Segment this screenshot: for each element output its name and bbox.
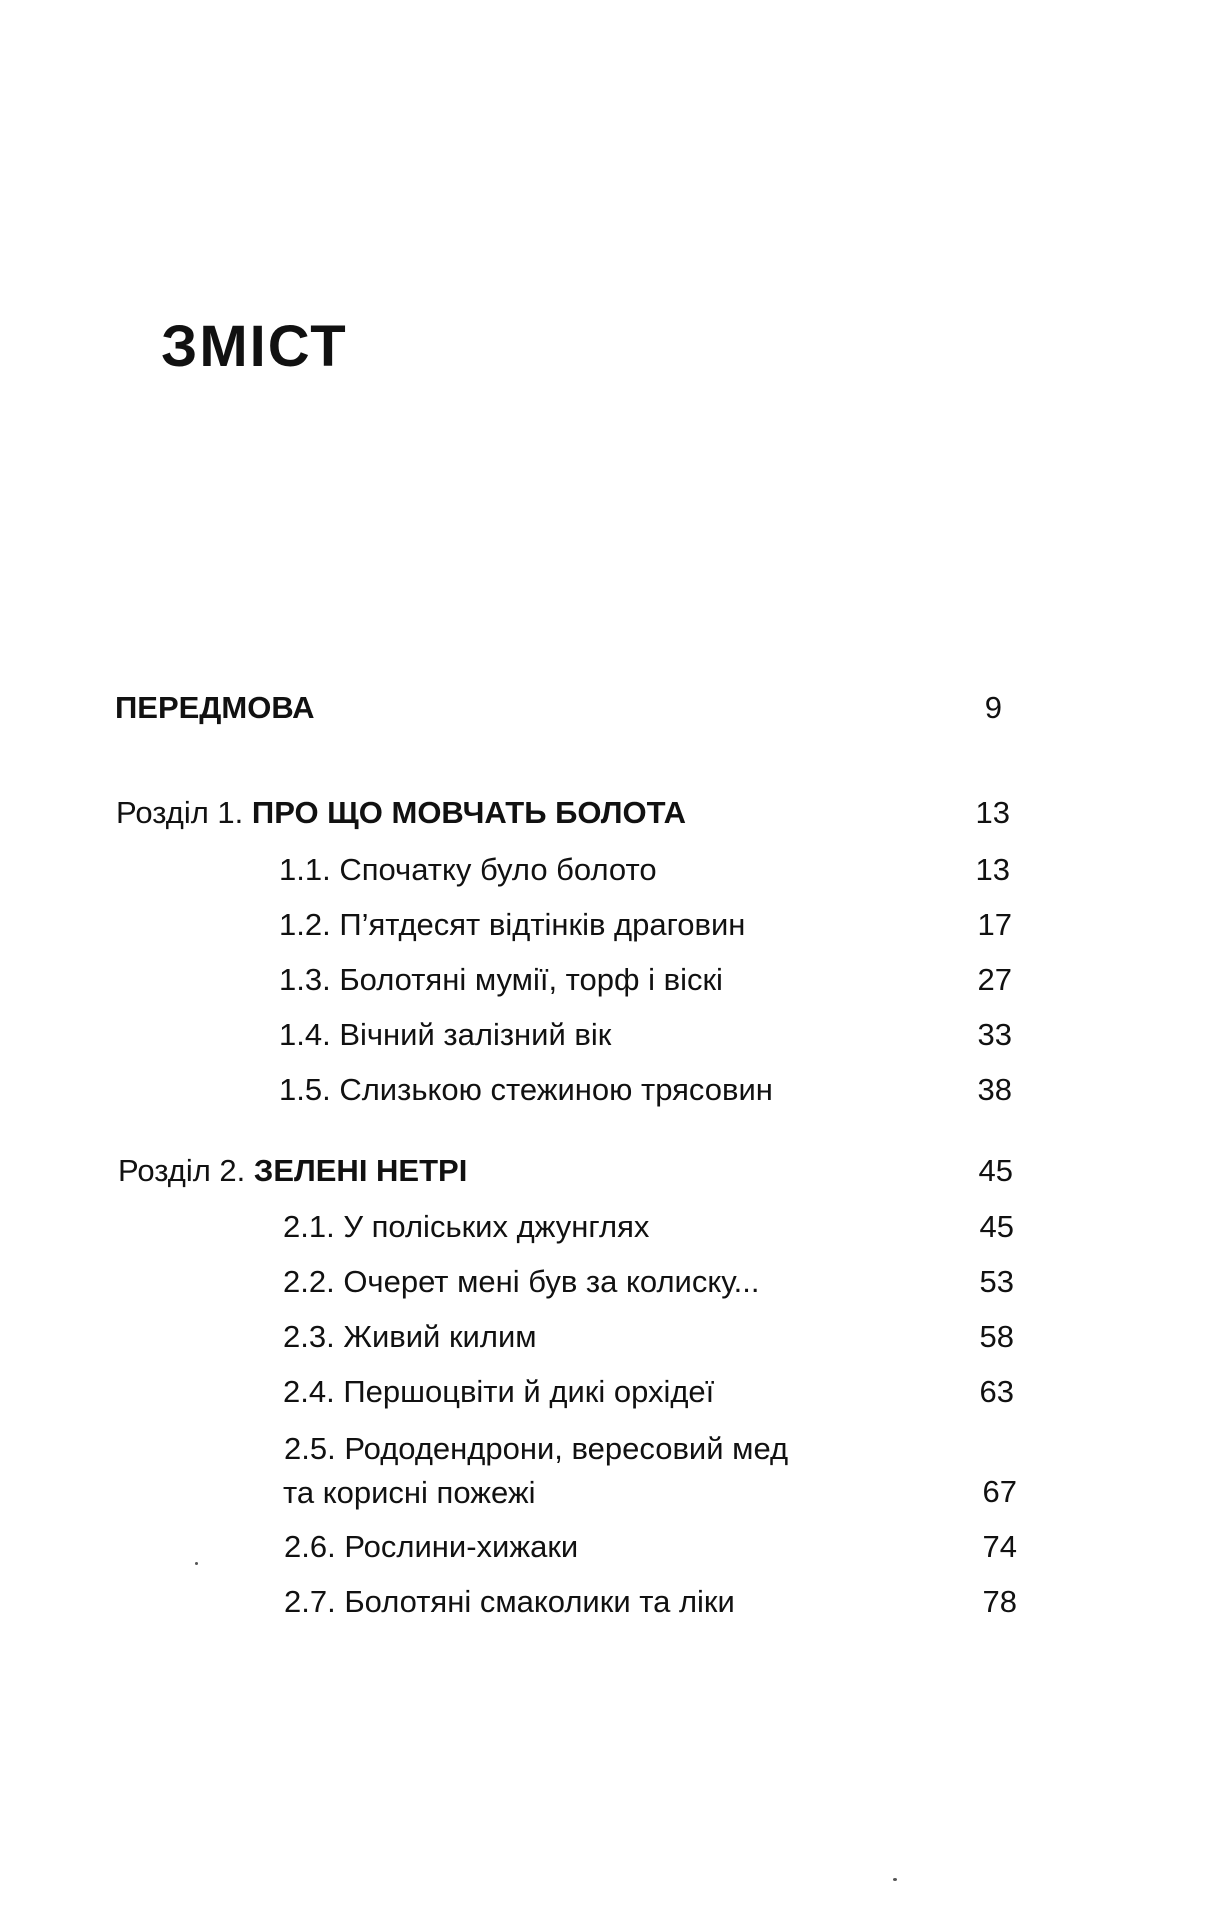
toc-section-2-4: 2.4. Першоцвіти й дикі орхідеї — [283, 1374, 715, 1409]
toc-section-1-5: 1.5. Слизькою стежиною трясовин — [279, 1072, 773, 1107]
toc-section-1-2: 1.2. П’ятдесят відтінків драговин — [279, 907, 746, 942]
toc-section-1-5-page: 38 — [977, 1072, 1012, 1107]
toc-section-2-7-page: 78 — [982, 1584, 1017, 1619]
toc-section-1-4: 1.4. Вічний залізний вік — [279, 1017, 612, 1052]
toc-section-2-6: 2.6. Рослини-хижаки — [284, 1529, 579, 1564]
toc-section-2-1-page: 45 — [979, 1209, 1014, 1244]
toc-preface-label: ПЕРЕДМОВА — [115, 690, 315, 725]
chapter-2-prefix: Розділ 2. — [118, 1153, 246, 1188]
toc-section-2-6-page: 74 — [982, 1529, 1017, 1564]
toc-section-1-3-page: 27 — [977, 962, 1012, 997]
toc-section-2-5: 2.5. Рододендрони, вересовий мед — [284, 1431, 789, 1466]
chapter-1-prefix: Розділ 1. — [116, 795, 244, 830]
toc-section-1-1: 1.1. Спочатку було болото — [279, 852, 657, 887]
page-title: ЗМІСТ — [161, 314, 348, 379]
toc-section-1-1-page: 13 — [975, 852, 1010, 887]
toc-section-2-2: 2.2. Очерет мені був за колиску... — [283, 1264, 760, 1299]
toc-chapter-2 — [118, 1155, 467, 1186]
toc-section-1-3: 1.3. Болотяні мумії, торф і віскі — [279, 962, 723, 997]
scan-speck — [893, 1878, 897, 1881]
toc-preface-page: 9 — [984, 690, 1002, 725]
toc-section-1-4-page: 33 — [977, 1017, 1012, 1052]
chapter-1-page: 13 — [975, 795, 1010, 830]
chapter-2-title: ЗЕЛЕНІ НЕТРІ — [253, 1153, 468, 1188]
chapter-2-page: 45 — [978, 1153, 1013, 1188]
toc-section-2-4-page: 63 — [979, 1374, 1014, 1409]
toc-chapter-1 — [116, 797, 686, 828]
toc-section-2-2-page: 53 — [979, 1264, 1014, 1299]
toc-section-1-2-page: 17 — [977, 907, 1012, 942]
toc-section-2-3-page: 58 — [979, 1319, 1014, 1354]
chapter-1-title: ПРО ЩО МОВЧАТЬ БОЛОТА — [251, 795, 686, 830]
scan-speck — [195, 1562, 198, 1565]
toc-section-2-3: 2.3. Живий килим — [283, 1319, 537, 1354]
toc-section-2-5-page: 67 — [982, 1474, 1017, 1509]
toc-section-2-5-continued: та корисні пожежі — [283, 1475, 536, 1510]
toc-section-2-7: 2.7. Болотяні смаколики та ліки — [284, 1584, 735, 1619]
toc-section-2-1: 2.1. У поліських джунглях — [283, 1209, 650, 1244]
